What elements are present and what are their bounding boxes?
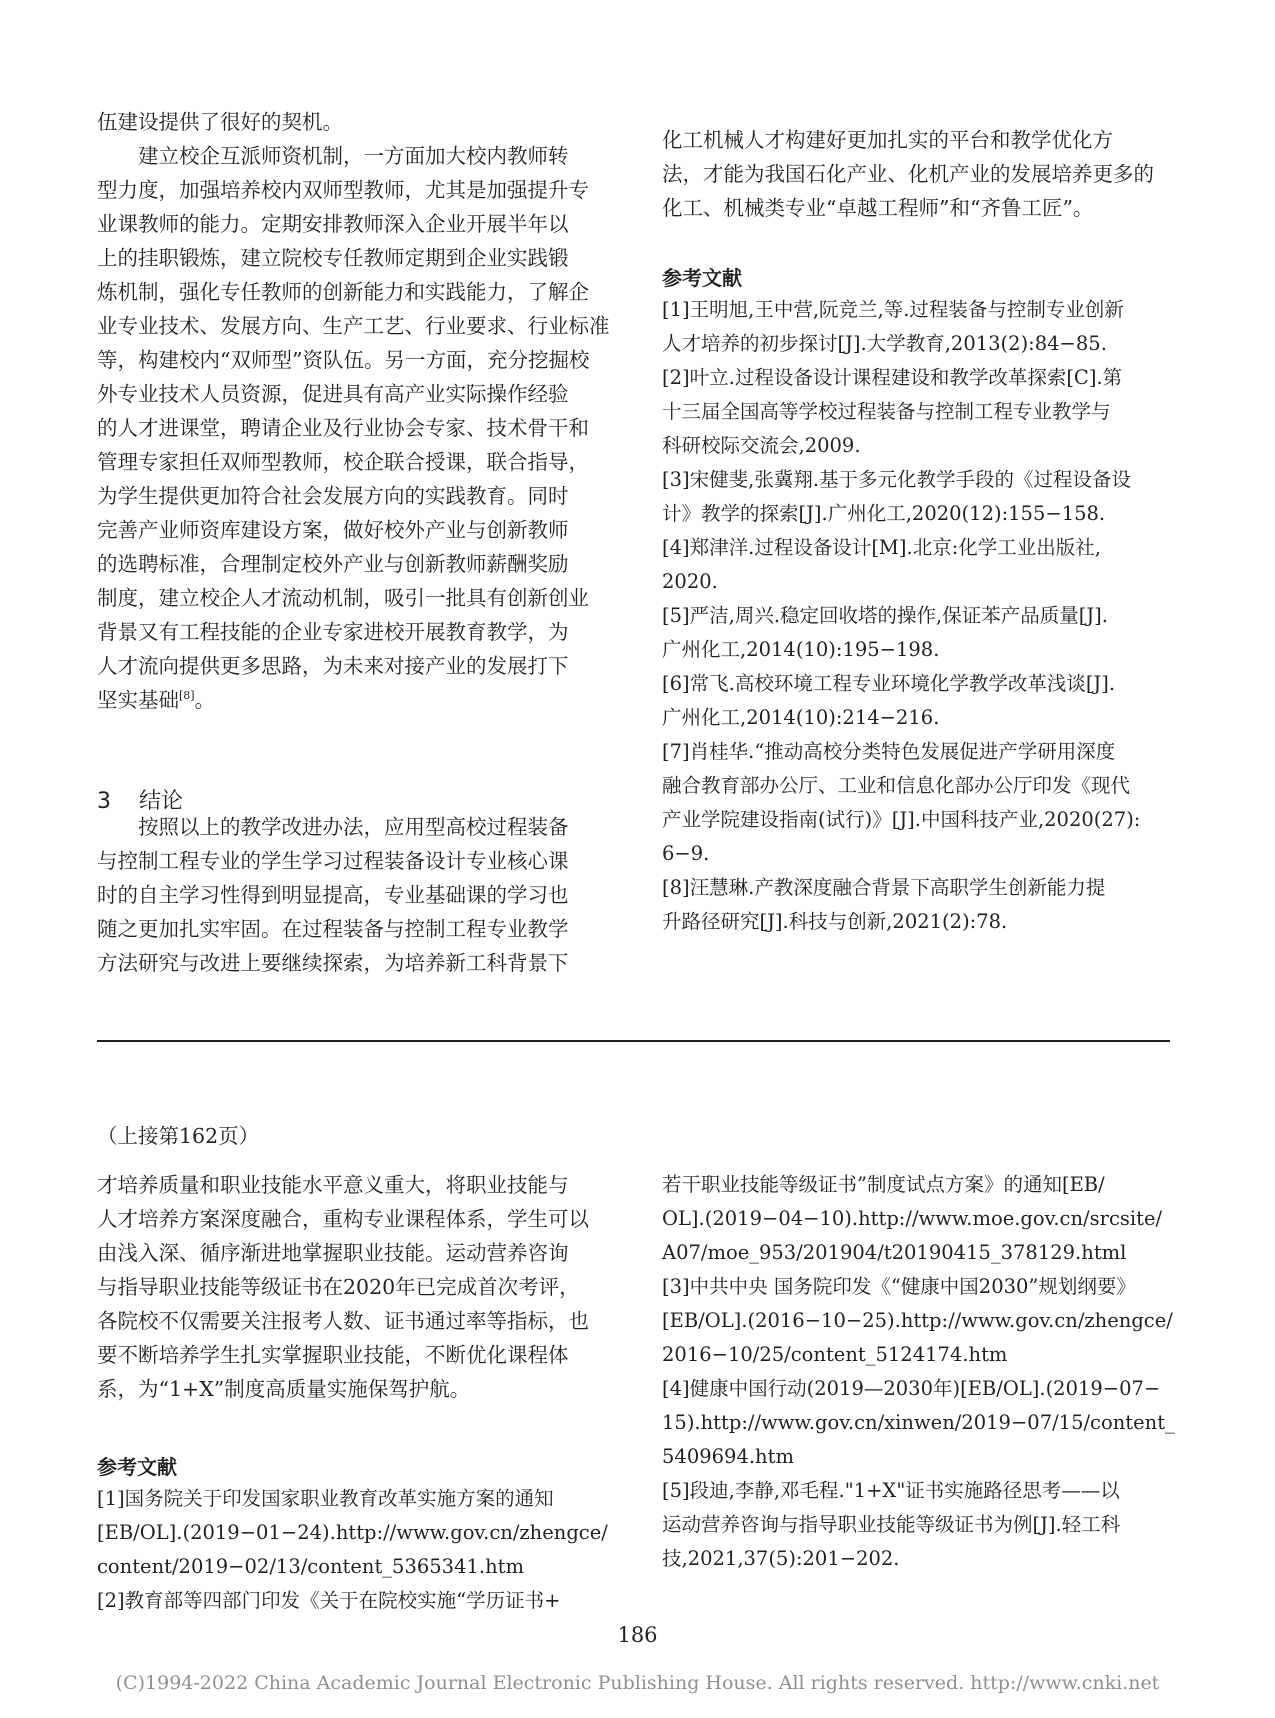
body-text-line: 人才流向提供更多思路，为未来对接产业的发展打下 bbox=[97, 654, 569, 678]
reference-line: 若干职业技能等级证书”制度试点方案》的通知[EB/ bbox=[662, 1173, 1105, 1196]
body-text-line: 业课教师的能力。定期安排教师深入企业开展半年以 bbox=[97, 212, 569, 236]
reference-line: content/2019−02/13/content_5365341.htm bbox=[97, 1555, 524, 1578]
body-text-line: 背景又有工程技能的企业专家进校开展教育教学，为 bbox=[97, 620, 569, 644]
reference-line: [7]肖桂华.“推动高校分类特色发展促进产学研用深度 bbox=[662, 740, 1116, 763]
body-text-line: 业专业技术、发展方向、生产工艺、行业要求、行业标准 bbox=[97, 314, 610, 338]
top-references-list bbox=[662, 293, 1182, 939]
reference-line: [2]教育部等四部门印发《关于在院校实施“学历证书+ bbox=[97, 1589, 561, 1612]
body-text-line: 人才培养方案深度融合，重构专业课程体系，学生可以 bbox=[97, 1207, 589, 1231]
section-divider bbox=[97, 1040, 1170, 1042]
body-text-line: 的选聘标准，合理制定校外产业与创新教师薪酬奖励 bbox=[97, 552, 569, 576]
body-text-line: 型力度，加强培养校内双师型教师，尤其是加强提升专 bbox=[97, 178, 589, 202]
reference-line: 升路径研究[J].科技与创新,2021(2):78. bbox=[662, 910, 1008, 933]
body-text-line: 伍建设提供了很好的契机。 bbox=[97, 110, 343, 134]
reference-line: 运动营养咨询与指导职业技能等级证书为例[J].轻工科 bbox=[662, 1513, 1121, 1536]
body-text-line: 制度，建立校企人才流动机制，吸引一批具有创新创业 bbox=[97, 586, 589, 610]
reference-line: [2]叶立.过程设备设计课程建设和教学改革探索[C].第 bbox=[662, 366, 1123, 389]
reference-line: 6−9. bbox=[662, 842, 710, 865]
body-text-line: 外专业技术人员资源，促进具有高产业实际操作经验 bbox=[97, 382, 569, 406]
references-heading: 参考文献 bbox=[662, 266, 742, 290]
body-text-fragment: 坚实基础 bbox=[97, 688, 179, 712]
reference-line: [5]段迪,李静,邓毛程."1+X"证书实施路径思考——以 bbox=[662, 1479, 1120, 1502]
reference-line: 科研校际交流会,2009. bbox=[662, 434, 861, 457]
body-text-line: 的人才进课堂，聘请企业及行业协会专家、技术骨干和 bbox=[97, 416, 589, 440]
body-text-line: 系，为“1+X”制度高质量实施保驾护航。 bbox=[97, 1377, 471, 1401]
reference-line: [6]常飞.高校环境工程专业环境化学教学改革浅谈[J]. bbox=[662, 672, 1116, 695]
reference-line: [EB/OL].(2016−10−25).http://www.gov.cn/zhengce/ bbox=[662, 1309, 1173, 1332]
section-title: 结论 bbox=[139, 789, 184, 814]
reference-line: 广州化工,2014(10):195−198. bbox=[662, 638, 940, 661]
body-text-line: 随之更加扎实牢固。在过程装备与控制工程专业教学 bbox=[97, 917, 569, 941]
copyright-footer: (C)1994-2022 China Academic Journal Electronic Publishing House. All rights reserved. http://www.cnki.net bbox=[115, 1672, 1160, 1694]
continued-from-note: （上接第162页） bbox=[97, 1124, 260, 1148]
reference-line: [4]健康中国行动(2019—2030年)[EB/OL].(2019−07− bbox=[662, 1377, 1161, 1400]
citation-mark: [8] bbox=[179, 689, 195, 703]
reference-line: 融合教育部办公厅、工业和信息化部办公厅印发《现代 bbox=[662, 774, 1131, 797]
bottom-left-column bbox=[97, 1168, 617, 1408]
reference-line: 5409694.htm bbox=[662, 1445, 794, 1468]
body-text-fragment: 。 bbox=[194, 688, 216, 712]
reference-line: OL].(2019−04−10).http://www.moe.gov.cn/srcsite/ bbox=[662, 1207, 1163, 1230]
body-text-line bbox=[97, 683, 215, 717]
body-text-line: 各院校不仅需要关注报考人数、证书通过率等指标，也 bbox=[97, 1309, 589, 1333]
reference-line: [8]汪慧琳.产教深度融合背景下高职学生创新能力提 bbox=[662, 876, 1106, 899]
bottom-left-references bbox=[97, 1482, 617, 1618]
reference-line: [5]严洁,周兴.稳定回收塔的操作,保证苯产品质量[J]. bbox=[662, 604, 1108, 627]
reference-line: [3]中共中央 国务院印发《“健康中国2030”规划纲要》 bbox=[662, 1275, 1136, 1298]
body-text-line: 等，构建校内“双师型”资队伍。另一方面，充分挖掘校 bbox=[97, 348, 590, 372]
body-text-line: 才培养质量和职业技能水平意义重大，将职业技能与 bbox=[97, 1173, 569, 1197]
body-text-line: 按照以上的教学改进办法，应用型高校过程装备 bbox=[97, 815, 569, 839]
reference-line: 产业学院建设指南(试行)》[J].中国科技产业,2020(27): bbox=[662, 808, 1141, 831]
references-heading: 参考文献 bbox=[97, 1455, 177, 1479]
body-text-line: 化工、机械类专业“卓越工程师”和“齐鲁工匠”。 bbox=[662, 196, 1094, 220]
reference-line: 2020. bbox=[662, 570, 718, 593]
reference-line: 2016−10/25/content_5124174.htm bbox=[662, 1343, 1008, 1366]
section-number: 3 bbox=[97, 789, 111, 814]
body-text-line: 为学生提供更加符合社会发展方向的实践教育。同时 bbox=[97, 484, 569, 508]
body-text-line: 由浅入深、循序渐进地掌握职业技能。运动营养咨询 bbox=[97, 1241, 569, 1265]
body-text-line: 与指导职业技能等级证书在2020年已完成首次考评， bbox=[97, 1275, 580, 1299]
reference-line: [4]郑津洋.过程设备设计[M].北京:化学工业出版社, bbox=[662, 536, 1101, 559]
reference-line: 15).http://www.gov.cn/xinwen/2019−07/15/content_ bbox=[662, 1411, 1175, 1434]
reference-line: 十三届全国高等学校过程装备与控制工程专业教学与 bbox=[662, 400, 1111, 423]
body-text-line: 法，才能为我国石化产业、化机产业的发展培养更多的 bbox=[662, 162, 1154, 186]
reference-line: 技,2021,37(5):201−202. bbox=[662, 1547, 900, 1570]
body-text-line: 炼机制，强化专任教师的创新能力和实践能力，了解企 bbox=[97, 280, 589, 304]
body-text-line: 要不断培养学生扎实掌握职业技能，不断优化课程体 bbox=[97, 1343, 569, 1367]
reference-line: [EB/OL].(2019−01−24).http://www.gov.cn/zhengce/ bbox=[97, 1521, 608, 1544]
reference-line: [1]国务院关于印发国家职业教育改革实施方案的通知 bbox=[97, 1487, 554, 1510]
reference-line: 人才培养的初步探讨[J].大学教育,2013(2):84−85. bbox=[662, 332, 1107, 355]
bottom-right-references bbox=[662, 1168, 1182, 1576]
top-right-column bbox=[662, 123, 1182, 225]
body-text-line: 方法研究与改进上要继续探索，为培养新工科背景下 bbox=[97, 951, 569, 975]
reference-line: 广州化工,2014(10):214−216. bbox=[662, 706, 940, 729]
reference-line: 计》教学的探索[J].广州化工,2020(12):155−158. bbox=[662, 502, 1106, 525]
reference-line: A07/moe_953/201904/t20190415_378129.html bbox=[662, 1241, 1127, 1264]
body-text-line: 化工机械人才构建好更加扎实的平台和教学优化方 bbox=[662, 128, 1113, 152]
body-text-line: 建立校企互派师资机制，一方面加大校内教师转 bbox=[97, 144, 569, 168]
reference-line: [3]宋健斐,张冀翔.基于多元化教学手段的《过程设备设 bbox=[662, 468, 1132, 491]
top-left-column bbox=[97, 105, 617, 712]
body-text-line: 与控制工程专业的学生学习过程装备设计专业核心课 bbox=[97, 849, 569, 873]
conclusion-paragraph bbox=[97, 810, 617, 980]
body-text-line: 完善产业师资库建设方案，做好校外产业与创新教师 bbox=[97, 518, 569, 542]
body-text-line: 管理专家担任双师型教师，校企联合授课，联合指导， bbox=[97, 450, 589, 474]
reference-line: [1]王明旭,王中营,阮竞兰,等.过程装备与控制专业创新 bbox=[662, 298, 1124, 321]
body-text-line: 时的自主学习性得到明显提高，专业基础课的学习也 bbox=[97, 883, 569, 907]
page-number: 186 bbox=[617, 1623, 658, 1647]
body-text-line: 上的挂职锻炼，建立院校专任教师定期到企业实践锻 bbox=[97, 246, 569, 270]
